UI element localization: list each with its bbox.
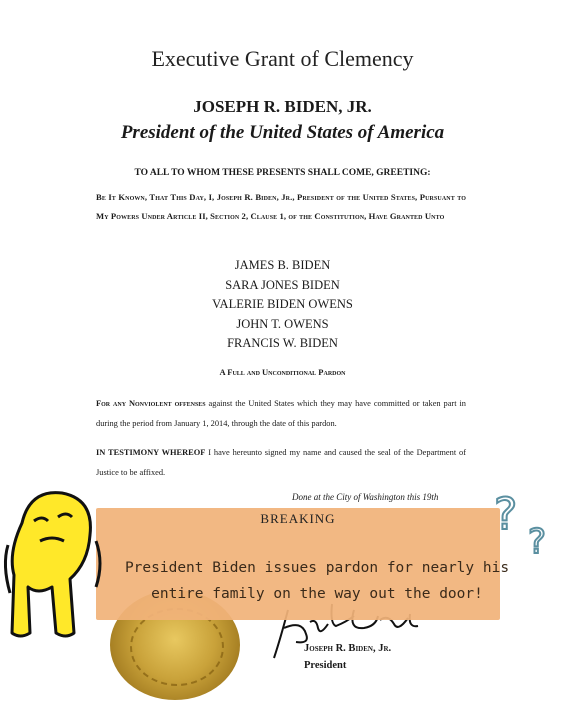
- president-name: JOSEPH R. BIDEN, JR.: [193, 97, 372, 116]
- testimony-paragraph: [96, 443, 466, 483]
- grantee-name: SARA JONES BIDEN: [225, 277, 340, 292]
- signature-title: President: [304, 660, 347, 671]
- signature-name: Joseph R. Biden, Jr.: [304, 643, 392, 654]
- grantee-name: FRANCIS W. BIDEN: [227, 336, 338, 350]
- president-title: President of the United States of America: [120, 122, 445, 143]
- done-at-line: Done at the City of Washington this 19th: [292, 492, 439, 502]
- sad-face-emoji-icon: [0, 483, 110, 643]
- pardon-type: A Full and Unconditional Pardon: [219, 367, 346, 377]
- grantee-name: JAMES B. BIDEN: [234, 258, 331, 272]
- be-it-known-paragraph: Be It Known, That This Day, I, Joseph R. Biden, Jr., President of the United States, Pursuant to My Powers Under Article II, Section 2, Clause 1, of the Constitution, Have Granted Unto: [96, 192, 466, 221]
- greeting-line: TO ALL TO WHOM THESE PRESENTS SHALL COME, GREETING:: [134, 168, 431, 178]
- offenses-lead: For any Nonviolent offenses: [96, 399, 206, 408]
- headline-line: President Biden issues pardon for nearly his: [124, 560, 510, 576]
- grantee-list: [0, 256, 565, 354]
- headline-line: entire family on the way out the door!: [151, 586, 483, 602]
- svg-text:?: ?: [528, 522, 547, 562]
- grantee-name: JOHN T. OWENS: [236, 316, 329, 331]
- testimony-lead: IN TESTIMONY WHEREOF: [96, 448, 206, 457]
- grantee-name: VALERIE BIDEN OWENS: [212, 297, 353, 311]
- breaking-label: BREAKING: [260, 511, 336, 526]
- offenses-text: against the United States which they may have committed or taken part in during the period from January 1, 2014, through the date of this pardon.: [96, 399, 466, 428]
- breaking-headline: [122, 555, 512, 607]
- question-marks-icon: [488, 483, 565, 563]
- document-title: Executive Grant of Clemency: [151, 46, 414, 71]
- testimony-text: I have hereunto signed my name and caused the seal of the Department of Justice to be affixed.: [96, 448, 467, 477]
- offenses-paragraph: [96, 394, 466, 434]
- svg-text:?: ?: [494, 489, 518, 540]
